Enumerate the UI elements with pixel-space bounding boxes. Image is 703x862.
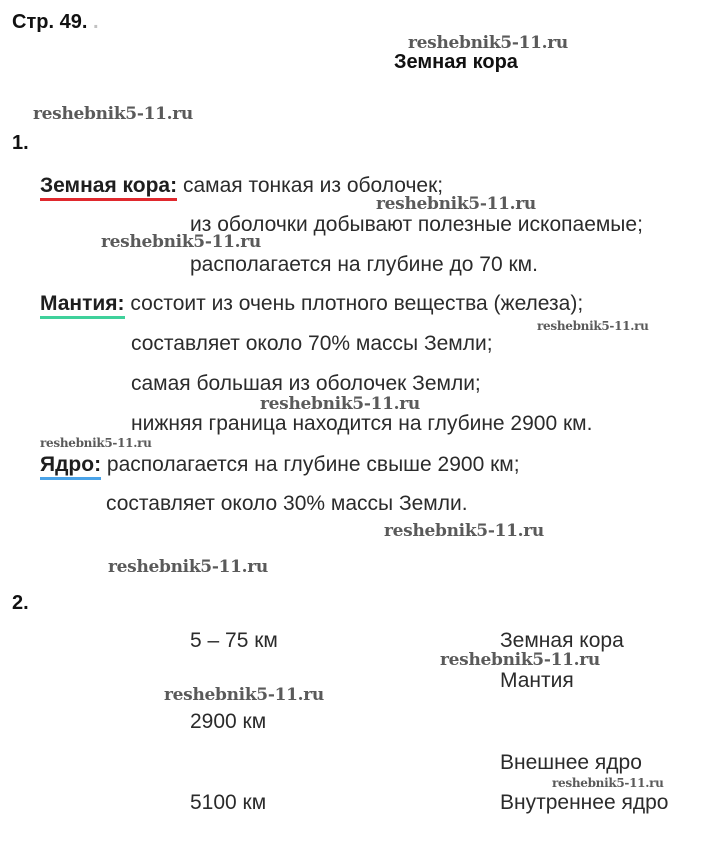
core-line-2: составляет около 30% массы Земли. (106, 492, 468, 515)
core-line-1: располагается на глубине свыше 2900 км; (106, 453, 520, 476)
stray-dot: . (92, 11, 99, 33)
crust-line-1: самая тонкая из оболочек; (182, 174, 444, 197)
section-2-number: 2. (12, 592, 29, 614)
mantle-line-2: составляет около 70% массы Земли; (131, 332, 493, 355)
watermark: reshebnik5-11.ru (408, 33, 568, 53)
watermark: reshebnik5-11.ru (40, 436, 152, 450)
depth-2: 2900 км (190, 710, 267, 733)
depth-1: 5 – 75 км (190, 629, 278, 652)
watermark: reshebnik5-11.ru (384, 521, 544, 541)
section-1-number: 1. (12, 132, 29, 154)
mantle-term: Мантия: (40, 292, 125, 319)
core-term: Ядро: (40, 453, 101, 480)
watermark: reshebnik5-11.ru (552, 776, 664, 790)
crust-line-3: располагается на глубине до 70 км. (190, 253, 538, 276)
layer-outer-core: Внешнее ядро (500, 751, 642, 774)
layer-crust: Земная кора (500, 629, 624, 652)
watermark: reshebnik5-11.ru (33, 104, 193, 124)
watermark: reshebnik5-11.ru (101, 232, 261, 252)
watermark: reshebnik5-11.ru (164, 685, 324, 705)
layer-inner-core: Внутреннее ядро (500, 791, 669, 814)
mantle-row-1 (40, 292, 583, 316)
watermark: reshebnik5-11.ru (260, 394, 420, 414)
core-row-1 (40, 453, 520, 477)
watermark: reshebnik5-11.ru (376, 194, 536, 214)
layer-mantle: Мантия (500, 669, 574, 692)
watermark: reshebnik5-11.ru (108, 557, 268, 577)
crust-line-2: из оболочки добывают полезные ископаемые; (190, 213, 643, 236)
mantle-line-3: самая большая из оболочек Земли; (131, 372, 481, 395)
mantle-line-1: состоит из очень плотного вещества (железа); (130, 292, 584, 315)
mantle-line-4: нижняя граница находится на глубине 2900 км. (131, 412, 593, 435)
depth-3: 5100 км (190, 791, 267, 814)
watermark: reshebnik5-11.ru (537, 319, 649, 333)
watermark: reshebnik5-11.ru (440, 650, 600, 670)
page-title: Земная кора (394, 51, 518, 73)
crust-term: Земная кора: (40, 174, 177, 201)
page-label: Стр. 49. . (12, 11, 99, 33)
